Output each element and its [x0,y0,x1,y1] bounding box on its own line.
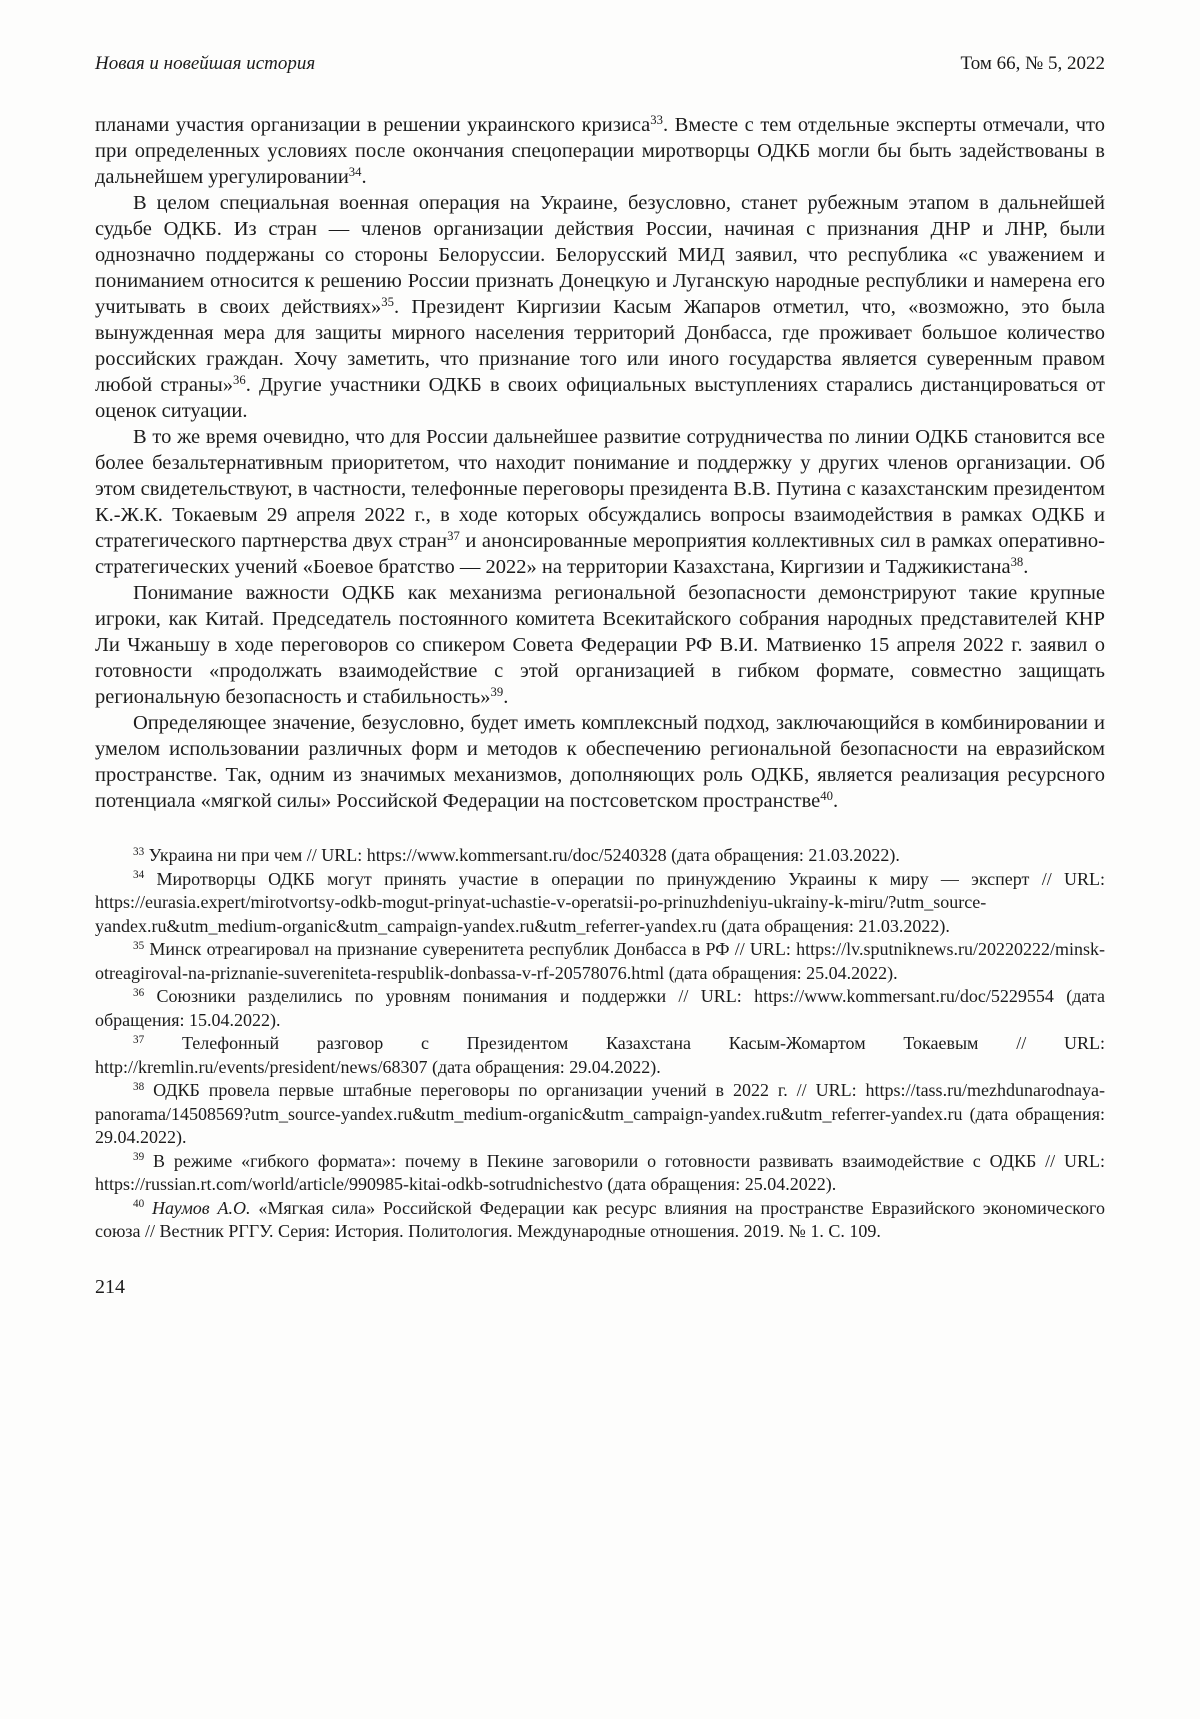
page-header [95,52,1105,76]
footnote: $^{39}$ В режиме «гибкого формата»: почему в Пекине заговорили о готовности развивать взаимодействие с ОДКБ // URL: https://russian.rt.com/world/article/990985-kitai-odkb-sotrudnichestvo (дата обращения: 25.04.2022). [95,1150,1106,1194]
article-body [95,112,1105,814]
footnote: $^{33}$ Украина ни при чем // URL: https://www.kommersant.ru/doc/5240328 (дата обращения: 21.03.2022). [133,845,900,865]
paragraph: В целом специальная военная операция на Украине, безусловно, станет рубежным этапом в дальнейшей судьбе ОДКБ. Из стран — членов организации действия России, начиная с признания ДНР и ЛНР, были однозначно поддержаны со стороны Белоруссии. Белорусский МИД заявил, что республика «с уважением и пониманием относится к решению России признать Донецкую и Луганскую народные республики и намерена его учитывать в своих действиях»$^{35}$. Президент Киргизии Касым Жапаров отметил, что, «возможно, это была вынужденная мера для защиты мирного населения территорий Донбасса, где проживает большое количество российских граждан. Хочу заметить, что признание того или иного государства является суверенным правом любой страны»$^{36}$. Другие участники ОДКБ в своих официальных выступлениях старались дистанцироваться от оценок ситуации. [95,192,1105,422]
paragraph: планами участия организации в решении украинского кризиса$^{33}$. Вместе с тем отдельные эксперты отмечали, что при определенных условиях после окончания спецоперации миротворцы ОДКБ могли бы быть задействованы в дальнейшем урегулировании$^{34}$. [95,113,1105,188]
footnote-marker: 38 [1010,555,1024,570]
footnote: $^{35}$ Минск отреагировал на признание суверенитета республик Донбасса в РФ // URL: https://lv.sputniknews.ru/20220222/minsk-otreagiroval-na-priznanie-suvereniteta-respublik-donbassa-v-rf-20578076.html (дата обращения: 25.04.2022). [95,939,1105,983]
footnote-marker: 34 [348,165,362,180]
footnote-number: 38 [133,1080,145,1093]
footnote-number: 34 [133,869,145,882]
issue-info: Том 66, № 5, 2022 [960,53,1105,74]
footnotes-list [95,844,1105,1244]
footnote-number: 39 [133,1151,145,1164]
page-number: 214 [95,1275,125,1298]
journal-title: Новая и новейшая история [95,53,316,74]
footnote-number: 37 [133,1033,145,1046]
footnote-marker: 36 [233,373,246,388]
footnote-marker: 39 [490,685,504,700]
footnote-marker: 37 [447,529,460,544]
footnote-number: 35 [133,939,145,952]
footnote-marker: 40 [820,789,833,804]
footnote: $^{37}$ Телефонный разговор с Президентом Казахстана Касым-Жомартом Токаевым // URL: http://kremlin.ru/events/president/news/68307 (дата обращения: 29.04.2022). [95,1033,1105,1077]
footnote: $^{36}$ Союзники разделились по уровням понимания и поддержки // URL: https://www.kommersant.ru/doc/5229554 (дата обращения: 15.04.2022). [95,986,1105,1030]
footnote-number: 40 [133,1198,145,1211]
footnote: $^{34}$ Миротворцы ОДКБ могут принять участие в операции по принуждению Украины к миру — эксперт // URL: https://eurasia.expert/mirotvortsy-odkb-mogut-prinyat-uchastie-v-operatsii-po-prinuzhdeniyu-ukrainy-k-miru/?utm_source-yandex.ru&utm_medium-organic&utm_campaign-yandex.ru&utm_referrer-yandex.ru (дата обращения: 21.03.2022). [95,868,1106,936]
footnote-marker: 33 [650,113,663,128]
italic-text: Наумов А.О. [152,1197,251,1218]
paragraph: Определяющее значение, безусловно, будет иметь комплексный подход, заключающийся в комбинировании и умелом использовании различных форм и методов к обеспечению региональной безопасности на евразийском пространстве. Так, одним из значимых механизмов, дополняющих роль ОДКБ, является реализация ресурсного потенциала «мягкой силы» Российской Федерации на постсоветском пространстве$^{40}$. [95,712,1105,812]
footnote-number: 33 [133,845,145,858]
footnote: $^{40}$ Наумов А.О. «Мягкая сила» Российской Федерации как ресурс влияния на пространстве Евразийского экономического союза // Вестник РГГУ. Серия: История. Политология. Международные отношения. 2019. № 1. С. 109. [95,1197,1105,1241]
paragraph: Понимание важности ОДКБ как механизма региональной безопасности демонстрируют такие крупные игроки, как Китай. Председатель постоянного комитета Всекитайского собрания народных представителей КНР Ли Чжаньшу в ходе переговоров со спикером Совета Федерации РФ В.И. Матвиенко 15 апреля 2022 г. заявил о готовности «продолжать взаимодействие с этой организацией в гибком формате, совместно защищать региональную безопасность и стабильность»$^{39}$. [95,582,1105,708]
footnote: $^{38}$ ОДКБ провела первые штабные переговоры по организации учений в 2022 г. // URL: https://tass.ru/mezhdunarodnaya-panorama/14508569?utm_source-yandex.ru&utm_medium-organic&utm_campaign-yandex.ru&utm_referrer-yandex.ru (дата обращения: 29.04.2022). [95,1080,1105,1147]
footnote-number: 36 [133,986,145,999]
footnote-marker: 35 [381,295,394,310]
paragraph: В то же время очевидно, что для России дальнейшее развитие сотрудничества по линии ОДКБ становится все более безальтернативным приоритетом, что находит понимание и поддержку у других членов организации. Об этом свидетельствуют, в частности, телефонные переговоры президента В.В. Путина с казахстанским президентом К.-Ж.К. Токаевым 29 апреля 2022 г., в ходе которых обсуждались вопросы взаимодействия в рамках ОДКБ и стратегического партнерства двух стран$^{37}$ и анонсированные мероприятия коллективных сил в рамках оперативно-стратегических учений «Боевое братство — 2022» на территории Казахстана, Киргизии и Таджикистана$^{38}$. [95,426,1106,578]
